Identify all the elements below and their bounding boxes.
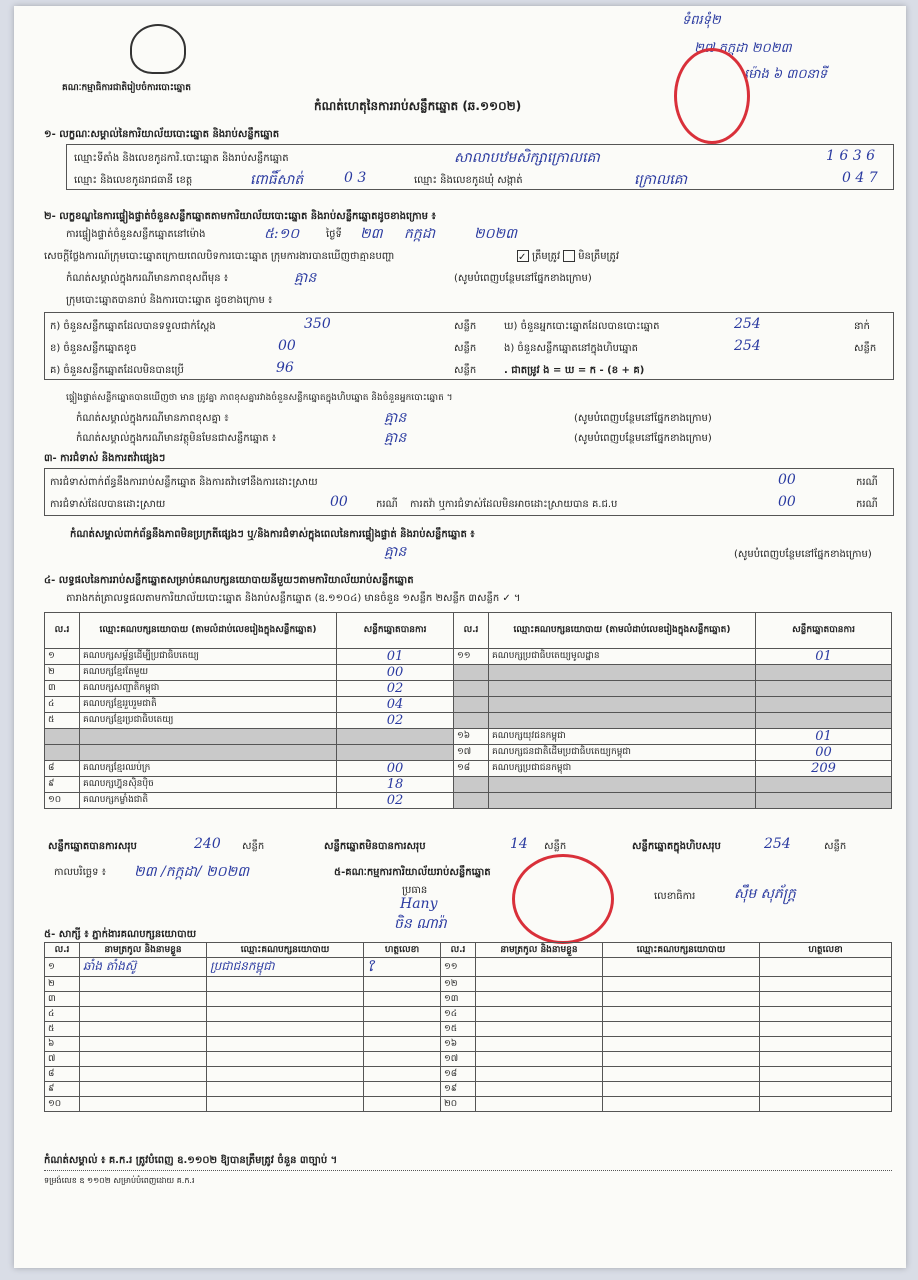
section2-note1-label: កំណត់សម្គាល់ក្នុងករណីមានភាពខុសពីមុន ៖ — [66, 273, 229, 284]
row-no: ១៨ — [454, 761, 489, 777]
row-no: ១៧ — [454, 745, 489, 761]
section1-row1-label: ឈ្មោះទីតាំង និងលេខកូដការិ.បោះឆ្នោត និងរាប់សន្លឹកឆ្នោត — [74, 153, 289, 164]
committee-name: គណៈកម្មាធិការជាតិរៀបចំការបោះឆ្នោត — [62, 83, 191, 93]
table-row — [45, 958, 892, 977]
table-row — [45, 697, 892, 713]
section3-note-label: កំណត់សម្គាល់ពាក់ព័ន្ធនឹងភាពមិនប្រក្រតីផ្សេងៗ ឬ/និងការជំទាស់ក្នុងពេលនៃការផ្ទៀងផ្ទាត់ និងរាប់សន្លឹកឆ្នោត ៖ — [70, 529, 475, 540]
section2-time: ៥:១០ — [264, 226, 300, 242]
table-row — [45, 761, 892, 777]
witness-party — [603, 958, 760, 977]
witness-signature — [364, 1007, 441, 1022]
footer-note: កំណត់សម្គាល់ ៖ គ.ក.រ ត្រូវបំពេញ ឧ.១១០២ ឱ្យបានត្រឹមត្រូវ ចំនួន ៣ច្បាប់ ។ — [44, 1155, 338, 1166]
committee-label: ៥-គណៈកម្មការការិយាល័យរាប់សន្លឹកឆ្នោត — [334, 867, 491, 878]
witness-party — [207, 977, 364, 992]
witness-party — [207, 1037, 364, 1052]
witness-signature: ໃ — [364, 958, 441, 977]
form-title: កំណត់ហេតុនៃការរាប់សន្លឹកឆ្នោត (ឆ.១១០២) — [314, 99, 522, 113]
table-row — [45, 793, 892, 809]
col-votes-right: សន្លឹកឆ្នោតបានការ — [756, 613, 892, 649]
row-e-label: ង) ចំនួនសន្លឹកឆ្នោតនៅក្នុងហិបឆ្នោត — [504, 343, 639, 354]
witness-name — [476, 1067, 603, 1082]
table-row — [45, 1097, 892, 1112]
witness-name — [80, 1052, 207, 1067]
section3-note-hint: (សូមបំពេញបន្ថែមនៅផ្នែកខាងក្រោម) — [734, 549, 872, 560]
witness-name — [80, 1082, 207, 1097]
witness-party — [207, 1097, 364, 1112]
section3-row2-unit: ករណី — [376, 499, 398, 510]
witness-no: ១៦ — [441, 1037, 476, 1052]
party-votes — [756, 777, 892, 793]
row-no — [454, 793, 489, 809]
total-all-unit: សន្លឹក — [824, 841, 847, 852]
official-stamp-top — [674, 48, 750, 144]
witness-name — [80, 1097, 207, 1112]
row-c-unit: សន្លឹក — [454, 365, 477, 376]
section2-rows-intro: ក្រុមបោះឆ្នោតបានរាប់ និងការបោះឆ្នោត ដូចខាងក្រោម ៖ — [66, 295, 273, 306]
section2-year: ២០២៣ — [474, 226, 518, 242]
row-c-value: 96 — [276, 360, 294, 376]
footer-bottom: ទម្រង់លេខ ឧ ១១០២ សម្រាប់បំពេញដោយ គ.ក.រ — [44, 1176, 195, 1185]
party-votes — [337, 729, 454, 745]
w-col-party-left: ឈ្មោះគណបក្សនយោបាយ — [207, 943, 364, 958]
w-col-no-left: ល.រ — [45, 943, 80, 958]
row-d-label: ឃ) ចំនួនអ្នកបោះឆ្នោតដែលបានបោះឆ្នោត — [504, 321, 660, 332]
w-col-no-right: ល.រ — [441, 943, 476, 958]
party-name — [489, 665, 756, 681]
row-no: ១០ — [45, 793, 80, 809]
witness-signature — [364, 1082, 441, 1097]
witness-no: ៥ — [45, 1022, 80, 1037]
w-col-sign-right: ហត្ថលេខា — [760, 943, 892, 958]
party-name: គណបក្សប្រជាជនកម្ពុជា — [489, 761, 756, 777]
party-votes: 02 — [337, 681, 454, 697]
witness-signature — [760, 1007, 892, 1022]
row-b-unit: សន្លឹក — [454, 343, 477, 354]
checkbox-ok-row: ✓ ត្រឹមត្រូវ មិនត្រឹមត្រូវ — [518, 251, 620, 263]
total-invalid-label: សន្លឹកឆ្នោតមិនបានការសរុប — [324, 841, 426, 852]
checkbox-ok[interactable]: ✓ — [517, 250, 529, 262]
party-votes: 01 — [756, 649, 892, 665]
party-name: គណបក្សសម្ព័ន្ធដើម្បីប្រជាធិបតេយ្យ — [80, 649, 337, 665]
table-row — [45, 649, 892, 665]
section1-row2-value: ពោធិ៍សាត់ — [250, 172, 304, 188]
party-results-table — [44, 612, 892, 809]
witness-no: ១២ — [441, 977, 476, 992]
party-name: គណបក្សហ្វ៊ុនស៊ិនប៉ិច — [80, 777, 337, 793]
section4-subtitle: តារាងកត់ត្រាលទ្ធផលតាមការិយាល័យបោះឆ្នោត និងរាប់សន្លឹកឆ្នោត (ឧ.១១០៤) មានចំនួន ១សន្លឹក ២សន្លឹក ៣សន្លឹក ✓ ។ — [66, 593, 521, 604]
handwritten-date: ២៧ កក្កដា ២០២៣ — [694, 41, 792, 56]
party-votes — [756, 697, 892, 713]
col-party-left: ឈ្មោះគណបក្សនយោបាយ (តាមលំដាប់លេខរៀងក្នុងសន្លឹកឆ្នោត) — [80, 613, 337, 649]
row-no — [454, 681, 489, 697]
witness-name — [476, 1037, 603, 1052]
row-e-value: 254 — [734, 338, 761, 354]
witness-name — [80, 1037, 207, 1052]
party-name — [80, 745, 337, 761]
witness-party — [207, 1082, 364, 1097]
row-a-label: ក) ចំនួនសន្លឹកឆ្នោតដែលបានទទួលជាក់ស្តែង — [50, 321, 216, 332]
section1-row3-code: 0 4 7 — [842, 170, 878, 186]
party-votes: 02 — [337, 793, 454, 809]
witness-party — [207, 1052, 364, 1067]
witness-party — [207, 992, 364, 1007]
section3-row1-unit: ករណី — [856, 477, 878, 488]
witness-no: ៦ — [45, 1037, 80, 1052]
witness-no: ២ — [45, 977, 80, 992]
row-no — [45, 745, 80, 761]
row-no: ៤ — [45, 697, 80, 713]
table-row — [45, 1067, 892, 1082]
party-votes — [756, 713, 892, 729]
witness-party — [603, 1067, 760, 1082]
section3-row1-label: ការជំទាស់ពាក់ព័ន្ធនឹងការរាប់សន្លឹកឆ្នោត និងការតវ៉ាទៅនឹងការដោះស្រាយ — [50, 477, 318, 488]
party-name: គណបក្សជនជាតិដើមប្រជាធិបតេយ្យកម្ពុជា — [489, 745, 756, 761]
total-all-label: សន្លឹកឆ្នោតក្នុងហិបសរុប — [632, 841, 721, 852]
witness-name — [476, 1022, 603, 1037]
party-name: គណបក្សខ្មែរប្រជាធិបតេយ្យ — [80, 713, 337, 729]
party-name — [489, 793, 756, 809]
witness-signature — [760, 1022, 892, 1037]
witness-no: ១ — [45, 958, 80, 977]
row-no: ៥ — [45, 713, 80, 729]
witness-name — [476, 958, 603, 977]
section2-day: ២៣ — [360, 226, 383, 242]
row-b-value: 00 — [278, 338, 296, 354]
witness-signature — [760, 1067, 892, 1082]
party-name — [489, 777, 756, 793]
witness-name — [476, 992, 603, 1007]
w-col-sign-left: ហត្ថលេខា — [364, 943, 441, 958]
row-no: ២ — [45, 665, 80, 681]
section3-row3-label: ការតវ៉ា ឬការជំទាស់ដែលមិនអាចដោះស្រាយបាន គ.ជ.ប — [410, 499, 618, 510]
section1-row1-value: សាលាបឋមសិក្សាក្រោលគោ — [454, 150, 600, 166]
witness-no: ១០ — [45, 1097, 80, 1112]
section1-row2-label: ឈ្មោះ និងលេខកូដរាជធានី ខេត្ត — [74, 175, 193, 186]
witness-no: ១៨ — [441, 1067, 476, 1082]
party-votes — [756, 681, 892, 697]
witness-party: ប្រជាជនកម្ពុជា — [207, 958, 364, 977]
row-no: ១ — [45, 649, 80, 665]
witness-party — [603, 1082, 760, 1097]
witness-name — [80, 1067, 207, 1082]
party-votes — [337, 745, 454, 761]
witness-name — [476, 1097, 603, 1112]
total-all-value: 254 — [764, 836, 791, 852]
section2-day-label: ថ្ងៃទី — [326, 229, 342, 240]
total-valid-value: 240 — [194, 836, 221, 852]
witness-party — [603, 1022, 760, 1037]
party-votes: 18 — [337, 777, 454, 793]
witness-no: ១១ — [441, 958, 476, 977]
total-invalid-unit: សន្លឹក — [544, 841, 567, 852]
section1-row3-label: ឈ្មោះ និងលេខកូដឃុំ សង្កាត់ — [414, 175, 523, 186]
section3-row2-label: ការជំទាស់ដែលបានដោះស្រាយ — [50, 499, 166, 510]
col-party-right: ឈ្មោះគណបក្សនយោបាយ (តាមលំដាប់លេខរៀងក្នុងសន្លឹកឆ្នោត) — [489, 613, 756, 649]
section1-row3-value: ក្រោលគោ — [634, 172, 688, 188]
witness-signature — [364, 1097, 441, 1112]
table-row — [45, 745, 892, 761]
section2-title: ២- លក្ខខណ្ឌនៃការផ្ទៀងផ្ទាត់ចំនួនសន្លឹកឆ្នោតតាមការិយាល័យបោះឆ្នោត និងរាប់សន្លឹកឆ្នោតដូចខាងក្រោម ៖ — [44, 211, 436, 222]
table-row — [45, 665, 892, 681]
w-col-name-left: នាមត្រកូល និងនាមខ្លួន — [80, 943, 207, 958]
row-no — [454, 777, 489, 793]
party-name: គណបក្សកម្លាំងជាតិ — [80, 793, 337, 809]
witness-party — [603, 1007, 760, 1022]
section2-note2-value: គ្មាន — [384, 410, 407, 426]
witness-no: ៩ — [45, 1082, 80, 1097]
witness-party — [603, 1052, 760, 1067]
witness-name — [80, 977, 207, 992]
witness-no: ៧ — [45, 1052, 80, 1067]
total-valid-label: សន្លឹកឆ្នោតបានការសរុប — [48, 841, 137, 852]
handwritten-time: ម៉ោង ៦ ៣០នាទី — [744, 67, 828, 82]
row-no: ៨ — [45, 761, 80, 777]
row-no — [454, 697, 489, 713]
table-row — [45, 713, 892, 729]
witness-name — [80, 1007, 207, 1022]
col-no-right: ល.រ — [454, 613, 489, 649]
official-stamp-bottom — [512, 854, 614, 944]
section3-row1-value: 00 — [778, 472, 796, 488]
section2-note3-value: គ្មាន — [384, 430, 407, 446]
row-e-unit: សន្លឹក — [854, 343, 877, 354]
witness-signature — [760, 1082, 892, 1097]
party-name — [80, 729, 337, 745]
witness-party — [603, 1037, 760, 1052]
party-votes: 00 — [756, 745, 892, 761]
witness-party — [603, 992, 760, 1007]
section2-note1-value: គ្មាន — [294, 270, 317, 286]
party-votes: 01 — [756, 729, 892, 745]
chief-label: ប្រធាន — [402, 885, 428, 896]
section6-title: ៥- សាក្សី ៖ ភ្នាក់ងារគណបក្សនយោបាយ — [44, 929, 197, 940]
witness-no: ១៥ — [441, 1022, 476, 1037]
section1-title: ១- លក្ខណៈសម្គាល់នៃការិយាល័យបោះឆ្នោត និងរាប់សន្លឹកឆ្នោត — [44, 129, 280, 140]
witness-no: ៨ — [45, 1067, 80, 1082]
witness-signature — [760, 977, 892, 992]
row-d-value: 254 — [734, 316, 761, 332]
col-votes-left: សន្លឹកឆ្នោតបានការ — [337, 613, 454, 649]
witness-party — [207, 1007, 364, 1022]
party-votes: 00 — [337, 761, 454, 777]
party-votes — [756, 665, 892, 681]
witness-signature — [760, 1052, 892, 1067]
table-row — [45, 729, 892, 745]
party-votes — [756, 793, 892, 809]
witness-party — [207, 1067, 364, 1082]
section2-month: កក្កដា — [404, 226, 436, 242]
witness-name — [476, 1007, 603, 1022]
row-no: ១១ — [454, 649, 489, 665]
section2-note3-hint: (សូមបំពេញបន្ថែមនៅផ្នែកខាងក្រោម) — [574, 433, 712, 444]
witness-name — [476, 1052, 603, 1067]
witness-party — [207, 1022, 364, 1037]
party-votes: 04 — [337, 697, 454, 713]
party-name: គណបក្សខ្មែរតែមួយ — [80, 665, 337, 681]
party-votes: 209 — [756, 761, 892, 777]
section2-sentence: សេចក្តីថ្លែងការណ៍ក្រុមបោះឆ្នោតក្រោយពេលបិទការបោះឆ្នោត ក្រុមការងារបានឃើញថាគ្មានបញ្ហា — [44, 251, 395, 262]
row-a-unit: សន្លឹក — [454, 321, 477, 332]
row-no — [454, 713, 489, 729]
nec-emblem — [130, 24, 186, 74]
witness-signature — [364, 992, 441, 1007]
section3-row2-value: 00 — [330, 494, 348, 510]
date-value: ២៣ /កក្កដា/ ២០២៣ — [134, 864, 250, 880]
section2-note2-label: កំណត់សម្គាល់ក្នុងករណីមានភាពខុសគ្នា ៖ — [76, 413, 229, 424]
party-name — [489, 681, 756, 697]
party-name — [489, 697, 756, 713]
section3-note-value: គ្មាន — [384, 544, 407, 560]
witness-name — [476, 1082, 603, 1097]
party-votes: 00 — [337, 665, 454, 681]
section3-row3-value: 00 — [778, 494, 796, 510]
section2-intro: ការផ្ទៀងផ្ទាត់ចំនួនសន្លឹកឆ្នោតនៅម៉ោង — [66, 229, 206, 240]
witness-name — [476, 977, 603, 992]
section3-title: ៣- ការជំទាស់ និងការតវ៉ាផ្សេងៗ — [44, 453, 166, 464]
witness-table — [44, 942, 892, 1112]
witness-no: ២០ — [441, 1097, 476, 1112]
row-no: ១៦ — [454, 729, 489, 745]
party-votes: 02 — [337, 713, 454, 729]
secretary-label: លេខាធិការ — [654, 891, 696, 902]
witness-signature — [364, 977, 441, 992]
checkbox-not-ok[interactable] — [563, 250, 575, 262]
witness-party — [603, 1097, 760, 1112]
row-f-label: . ជាតម្រូវ ង = ឃ = ក - (ខ + គ) — [504, 365, 645, 376]
row-no: ៣ — [45, 681, 80, 697]
witness-no: ១៩ — [441, 1082, 476, 1097]
col-no-left: ល.រ — [45, 613, 80, 649]
witness-signature — [364, 1022, 441, 1037]
witness-name — [80, 992, 207, 1007]
witness-signature — [760, 1037, 892, 1052]
row-no — [45, 729, 80, 745]
witness-signature — [760, 1097, 892, 1112]
witness-signature — [364, 1067, 441, 1082]
witness-no: ៣ — [45, 992, 80, 1007]
table-row — [45, 1007, 892, 1022]
row-c-label: គ) ចំនួនសន្លឹកឆ្នោតដែលមិនបានប្រើ — [50, 365, 184, 376]
section1-row2-code: 0 3 — [344, 170, 367, 186]
witness-party — [603, 977, 760, 992]
total-invalid-value: 14 — [510, 836, 528, 852]
witness-signature — [364, 1037, 441, 1052]
table-row — [45, 1037, 892, 1052]
witness-signature — [760, 958, 892, 977]
section3-row3-unit: ករណី — [856, 499, 878, 510]
witness-signature — [364, 1052, 441, 1067]
party-name: គណបក្សយុវជនកម្ពុជា — [489, 729, 756, 745]
table-row — [45, 681, 892, 697]
section2-note2-hint: (សូមបំពេញបន្ថែមនៅផ្នែកខាងក្រោម) — [574, 413, 712, 424]
row-a-value: 350 — [304, 316, 331, 332]
table-row — [45, 1052, 892, 1067]
witness-name: ឆាំង តាំងស៊ូ — [80, 958, 207, 977]
document-page — [14, 6, 906, 1268]
witness-no: ១៧ — [441, 1052, 476, 1067]
party-name: គណបក្សខ្មែររួបរួមជាតិ — [80, 697, 337, 713]
row-b-label: ខ) ចំនួនសន្លឹកឆ្នោតខូច — [50, 343, 137, 354]
date-label: កាលបរិច្ឆេទ ៖ — [54, 867, 107, 878]
table-row — [45, 1082, 892, 1097]
secretary-name: ស៊ឹម សុភ័ក្ត្រ — [734, 886, 796, 902]
party-name — [489, 713, 756, 729]
witness-name — [80, 1022, 207, 1037]
section2-note1-hint: (សូមបំពេញបន្ថែមនៅផ្នែកខាងក្រោម) — [454, 273, 592, 284]
total-valid-unit: សន្លឹក — [242, 841, 265, 852]
witness-signature — [760, 992, 892, 1007]
row-no — [454, 665, 489, 681]
party-name: គណបក្សខ្មែរឈប់ក្រ — [80, 761, 337, 777]
row-d-unit: នាក់ — [854, 321, 870, 332]
party-name: គណបក្សសញ្ជាតិកម្ពុជា — [80, 681, 337, 697]
witness-no: ៤ — [45, 1007, 80, 1022]
party-votes: 01 — [337, 649, 454, 665]
witness-no: ១៣ — [441, 992, 476, 1007]
handwritten-note: ទំពរទុំ២ — [682, 13, 721, 28]
chief-name: ចិន ណារ៉ា — [394, 916, 447, 932]
witness-no: ១៤ — [441, 1007, 476, 1022]
party-name: គណបក្សប្រជាធិបតេយ្យមូលដ្ឋាន — [489, 649, 756, 665]
section2-check-line: ផ្ទៀងផ្ទាត់សន្លឹកឆ្នោតបានឃើញថា មាន ត្រូវគ្នា ភាពខុសគ្នារវាងចំនួនសន្លឹកឆ្នោតក្នុងហិបឆ្នោត និងចំនួនអ្នកបោះឆ្នោត ។ — [66, 393, 453, 403]
table-row — [45, 977, 892, 992]
w-col-name-right: នាមត្រកូល និងនាមខ្លួន — [476, 943, 603, 958]
row-no: ៩ — [45, 777, 80, 793]
section1-row1-code: 1 6 3 6 — [826, 148, 876, 164]
chief-signature: Hany — [400, 896, 438, 912]
w-col-party-right: ឈ្មោះគណបក្សនយោបាយ — [603, 943, 760, 958]
table-row — [45, 1022, 892, 1037]
table-row — [45, 992, 892, 1007]
section2-note3-label: កំណត់សម្គាល់ក្នុងករណីមានវត្ថុមិនមែនជាសន្លឹកឆ្នោត ៖ — [76, 433, 277, 444]
section4-title: ៤- លទ្ធផលនៃការរាប់សន្លឹកឆ្នោតសម្រាប់គណបក្សនយោបាយនីមួយៗតាមការិយាល័យរាប់សន្លឹកឆ្នោត — [44, 575, 414, 586]
table-row — [45, 777, 892, 793]
footer-divider — [44, 1170, 892, 1171]
